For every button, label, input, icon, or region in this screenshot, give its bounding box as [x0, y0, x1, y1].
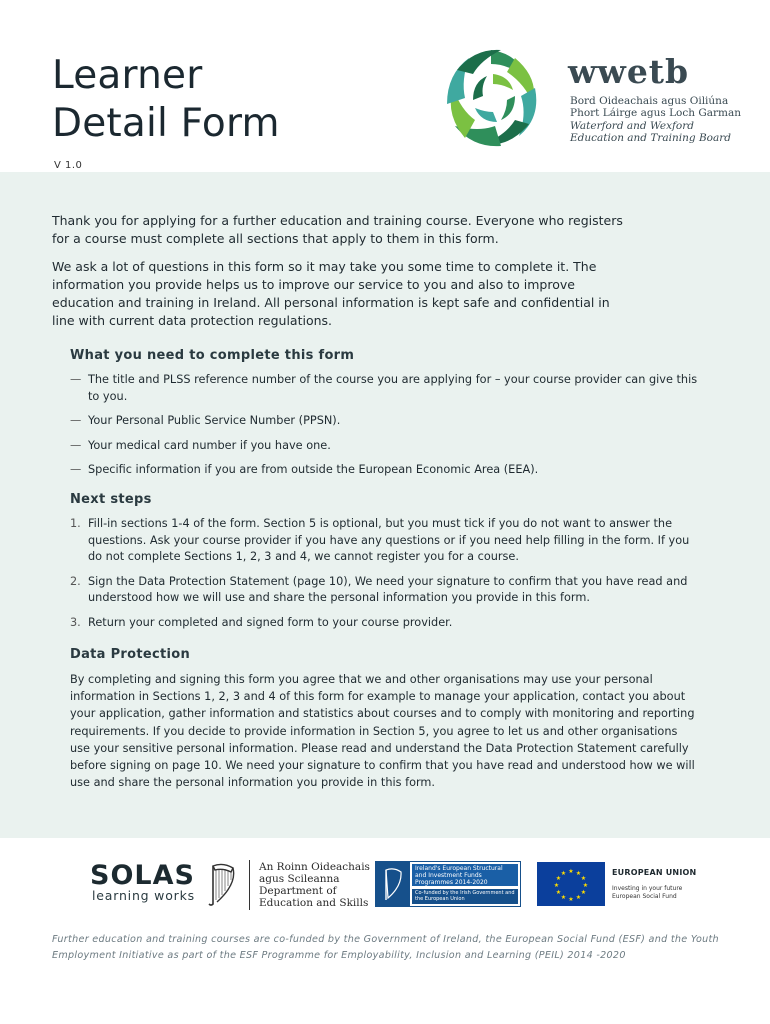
- solas-tagline: learning works: [92, 888, 195, 903]
- list-item-text: The title and PLSS reference number of the course you are applying for – your course provider can give this to you.: [88, 373, 698, 403]
- title-line-2: Detail Form: [52, 101, 280, 146]
- dept-line-4: Education and Skills: [259, 897, 369, 909]
- svg-text:★: ★: [580, 875, 587, 882]
- eu-flag-icon: [537, 862, 605, 906]
- list-item: [70, 462, 700, 479]
- list-item-text: Return your completed and signed form to your course provider.: [88, 615, 453, 629]
- page-title: [52, 52, 280, 148]
- logo-english-line-1: Waterford and Wexford: [570, 120, 694, 132]
- wwetb-swirl-logo-icon: [437, 45, 549, 151]
- svg-text:★: ★: [575, 894, 582, 901]
- logo-irish-line-2: Phort Láirge agus Loch Garman: [570, 107, 741, 119]
- title-line-1: Learner: [52, 53, 203, 98]
- list-item-text: Your medical card number if you have one.: [88, 438, 331, 452]
- next-steps-list: [70, 516, 700, 639]
- list-item: [70, 413, 700, 430]
- dash-marker: —: [70, 414, 82, 427]
- logo-english-line-2: Education and Training Board: [570, 132, 731, 144]
- what-you-need-heading: What you need to complete this form: [70, 348, 355, 363]
- esif-title: Ireland's European Structural and Investment Funds Programmes 2014-2020: [412, 864, 518, 886]
- data-protection-heading: Data Protection: [70, 647, 191, 662]
- wwetb-wordmark: wwetb: [568, 52, 690, 91]
- list-item: [70, 574, 700, 607]
- eu-title: EUROPEAN UNION: [612, 868, 697, 877]
- eu-subtitle-2: European Social Fund: [612, 893, 677, 900]
- version-label: V 1.0: [54, 160, 83, 171]
- harp-icon: [376, 862, 410, 906]
- dept-line-3: Department of: [259, 885, 337, 897]
- svg-text:★: ★: [568, 868, 574, 875]
- next-steps-heading: Next steps: [70, 492, 152, 507]
- svg-text:★: ★: [580, 889, 587, 896]
- logo-irish-line-1: Bord Oideachais agus Oiliúna: [570, 95, 729, 107]
- eu-stars-icon: [537, 862, 605, 906]
- esif-subtitle: Co-funded by the Irish Government and the European Union: [412, 889, 518, 904]
- eu-subtitle-1: Investing in your future: [612, 885, 683, 892]
- list-item-text: Fill-in sections 1-4 of the form. Section 5 is optional, but you must tick if you do not want to answer the questions. Ask your course provider if you have any questions or if you need help filling in the form. If you do not complete Sections 1, 2, 3 and 4, we cannot register you for a course.: [88, 517, 690, 563]
- svg-text:★: ★: [582, 882, 589, 889]
- svg-text:★: ★: [560, 894, 567, 901]
- svg-text:★: ★: [553, 882, 560, 889]
- step-number: 2.: [70, 574, 81, 588]
- dash-marker: —: [70, 438, 82, 452]
- list-item-text: Sign the Data Protection Statement (page 10), We need your signature to confirm that you have read and understood how we will use and share the personal information you provide in this form.: [88, 574, 688, 604]
- harp-icon: [207, 862, 239, 908]
- dash-marker: —: [70, 373, 82, 386]
- intro-paragraph-1: Thank you for applying for a further education and training course. Everyone who registers for a course must complete all sections that apply to them in this form.: [52, 213, 623, 246]
- dept-line-2: agus Scileanna: [259, 873, 340, 885]
- dept-line-1: An Roinn Oideachais: [259, 861, 370, 873]
- list-item: [70, 516, 700, 566]
- svg-text:★: ★: [575, 870, 582, 877]
- list-item: [70, 438, 700, 455]
- list-item-text: Specific information if you are from outside the European Economic Area (EEA).: [88, 463, 539, 476]
- solas-logo: SOLAS: [90, 860, 195, 891]
- step-number: 1.: [70, 517, 81, 530]
- esif-logo: [375, 861, 521, 907]
- list-item: [70, 615, 700, 632]
- svg-text:★: ★: [555, 875, 562, 882]
- step-number: 3.: [70, 615, 81, 629]
- what-you-need-list: [70, 372, 700, 487]
- svg-text:★: ★: [555, 889, 562, 896]
- esif-harp-block: [376, 862, 410, 906]
- dash-marker: —: [70, 463, 82, 476]
- funding-footnote: Further education and training courses are co-funded by the Government of Ireland, the European Social Fund (ESF) and the Youth Employment Initiative as part of the ESF Programme for Employability, Inclusion and Learning (PEIL) 2014 -2020: [52, 934, 719, 961]
- svg-text:★: ★: [560, 870, 567, 877]
- svg-text:★: ★: [568, 896, 574, 903]
- list-item: [70, 372, 700, 405]
- intro-paragraph-2: We ask a lot of questions in this form so it may take you some time to complete it. The information you provide helps us to improve our service to you and also to improve education and training in Ireland. All personal information is kept safe and confidential in line with current data protection regulations.: [52, 259, 610, 328]
- data-protection-body: By completing and signing this form you agree that we and other organisations may use your personal information in Sections 1, 2, 3 and 4 of this form for example to manage your application, contact you about your application, gather information and statistics about courses and to comply with monitoring and reporting requirements. If you decide to provide information in Section 5, you agree to let us and other organisations use your sensitive personal information. Please read and understand the Data Protection Statement carefully before signing on page 10. We need your signature to confirm that you have read and understood how we will use and share the personal information you provide in this form.: [70, 673, 695, 790]
- list-item-text: Your Personal Public Service Number (PPSN).: [88, 414, 341, 427]
- department-divider: [249, 860, 250, 910]
